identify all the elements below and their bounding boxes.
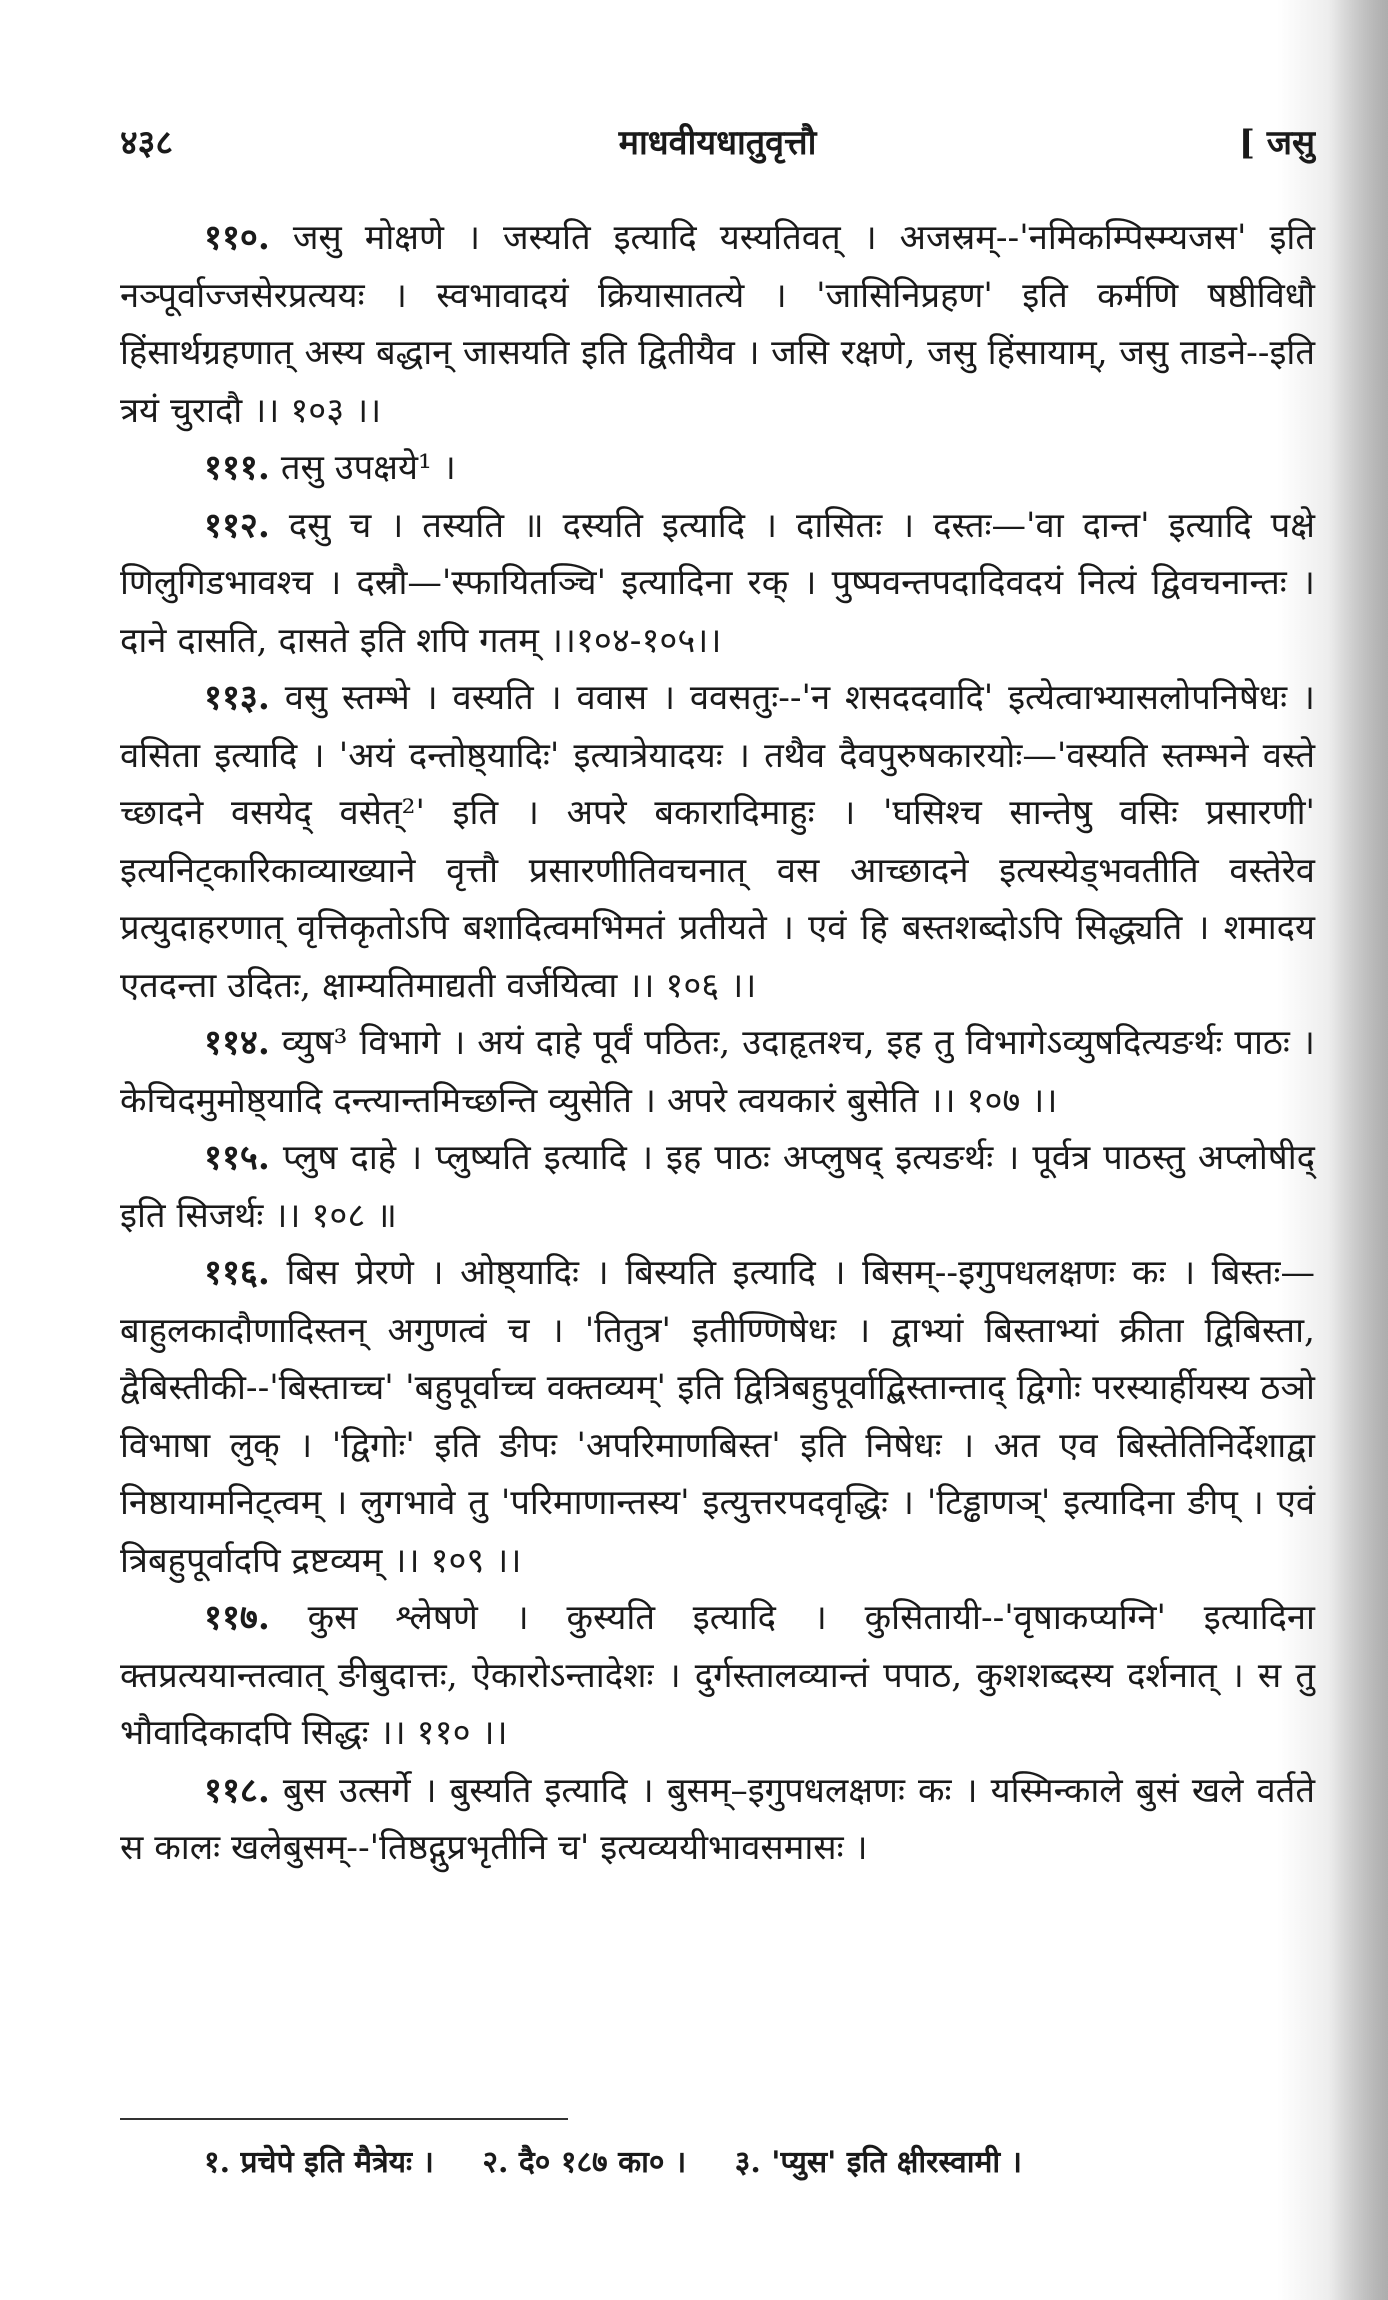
- entry-111: [120, 440, 1315, 498]
- entry-text: दसु च । तस्यति ॥ दस्यति इत्यादि । दासितः । दस्तः—'वा दान्त' इत्यादि पक्षे णिलुगिडभावश्च । दस्रौ—'स्फायितञ्चि' इत्यादिना रक् । पुष्पवन्तपदादिवदयं नित्यं द्विवचनान्तः । दाने दासति, दासते इति शपि गतम् ।।१०४-१०५।।: [120, 505, 1316, 661]
- entry-number: ११५.: [204, 1138, 270, 1178]
- entry-number: ११८.: [204, 1770, 270, 1811]
- body-text: [120, 210, 1315, 1878]
- entry-text: तसु उपक्षये¹ ।: [280, 448, 456, 488]
- entry-110: [120, 210, 1315, 440]
- entry-text: वसु स्तम्भे । वस्यति । ववास । ववसतुः--'न शसददवादि' इत्येत्वाभ्यासलोपनिषेधः । वसिता इत्यादि । 'अयं दन्तोष्ठ्यादिः' इत्यात्रेयादयः । तथैव दैवपुरुषकारयोः—'वस्यति स्तम्भने वस्ते च्छादने वसयेद् वसेत्²' इति । अपरे बकारादिमाहुः । 'घसिश्च सान्तेषु वसिः प्रसारणी' इत्यनिट्कारिकाव्याख्याने वृत्तौ प्रसारणीतिवचनात् वस आच्छादने इत्यस्येड्भवतीति वस्तेरेव प्रत्युदाहरणात् वृत्तिकृतोऽपि बशादित्वमभिमतं प्रतीयते । एवं हि बस्तशब्दोऽपि सिद्ध्यति । शमादय एतदन्ता उदितः, क्षाम्यतिमाद्यती वर्जयित्वा ।। १०६ ।।: [120, 678, 1315, 1006]
- entry-number: ११०.: [204, 218, 270, 258]
- entry-115: [120, 1130, 1315, 1245]
- entry-number: ११३.: [204, 678, 270, 718]
- entry-number: ११२.: [204, 505, 270, 546]
- entry-number: १११.: [204, 448, 270, 488]
- entry-116: [120, 1245, 1315, 1590]
- entry-text: व्युष³ विभागे । अयं दाहे पूर्वं पठितः, उदाहृतश्च, इह तु विभागेऽव्युषदित्यङर्थः पाठः । केचिदमुमोष्ठ्यादि दन्त्यान्तमिच्छन्ति व्युसेति । अपरे त्वयकारं बुसेति ।। १०७ ।।: [120, 1023, 1315, 1121]
- entry-text: बिस प्रेरणे । ओष्ठ्यादिः । बिस्यति इत्यादि । बिसम्--इगुपधलक्षणः कः । बिस्तः—बाहुलकादौणादिस्तन् अगुणत्वं च । 'तितुत्र' इतीण्णिषेधः । द्वाभ्यां बिस्ताभ्यां क्रीता द्विबिस्ता, द्वैबिस्तीकी--'बिस्ताच्च' 'बहुपूर्वाच्च वक्तव्यम्' इति द्वित्रिबहुपूर्वाद्बिस्तान्ताद् द्विगोः परस्यार्हीयस्य ठञो विभाषा लुक् । 'द्विगोः' इति ङीपः 'अपरिमाणबिस्त' इति निषेधः । अत एव बिस्तेतिनिर्देशाद्वा निष्ठायामनिट्त्वम् । लुगभावे तु 'परिमाणान्तस्य' इत्युत्तरपदवृद्धिः । 'टिड्ढाणञ्' इत्यादिना ङीप् । एवं त्रिबहुपूर्वादपि द्रष्टव्यम् ।। १०९ ।।: [120, 1253, 1315, 1581]
- entry-text: कुस श्लेषणे । कुस्यति इत्यादि । कुसितायी--'वृषाकप्यग्नि' इत्यादिना क्तप्रत्ययान्तत्वात् ङीबुदात्तः, ऐकारोऽन्तादेशः । दुर्गस्तालव्यान्तं पपाठ, कुशशब्दस्य दर्शनात् । स तु भौवादिकादपि सिद्धः ।। ११० ।।: [120, 1598, 1315, 1753]
- entry-number: ११६.: [204, 1253, 270, 1293]
- footnote-2: २. दै० १८७ का० ।: [482, 2145, 687, 2180]
- footnote-3: ३. 'प्युस' इति क्षीरस्वामी ।: [734, 2145, 1023, 2180]
- spine-shadow: [1328, 0, 1388, 2300]
- entry-number: ११७.: [204, 1598, 270, 1638]
- page-number: ४३८: [120, 123, 174, 163]
- entry-text: बुस उत्सर्गे । बुस्यति इत्यादि । बुसम्–इगुपधलक्षणः कः । यस्मिन्काले बुसं खले वर्तते स कालः खलेबुसम्--'तिष्ठद्गुप्रभृतीनि च' इत्यव्ययीभावसमासः ।: [120, 1770, 1316, 1868]
- entry-text: प्लुष दाहे । प्लुष्यति इत्यादि । इह पाठः अप्लुषद् इत्यङर्थः । पूर्वत्र पाठस्तु अप्लोषीद् इति सिजर्थः ।। १०८ ॥: [120, 1138, 1316, 1236]
- running-title: माधवीयधातुवृत्तौ: [618, 123, 817, 163]
- entry-text: जसु मोक्षणे । जस्यति इत्यादि यस्यतिवत् । अजस्रम्--'नमिकम्पिस्म्यजस' इति नञ्पूर्वाज्जसेरप्रत्ययः । स्वभावादयं क्रियासातत्ये । 'जासिनिप्रहण' इति कर्मणि षष्ठीविधौ हिंसार्थग्रहणात् अस्य बद्धान् जासयति इति द्वितीयैव । जसि रक्षणे, जसु हिंसायाम्, जसु ताडने--इति त्रयं चुरादौ ।। १०३ ।।: [120, 218, 1315, 431]
- footnotes: [204, 2140, 1314, 2181]
- footnote-divider: [120, 2118, 568, 2120]
- entry-114: [120, 1015, 1315, 1130]
- page-header: [120, 118, 1315, 178]
- section-marker: [ जसु: [1238, 123, 1315, 163]
- entry-117: [120, 1590, 1315, 1763]
- entry-113: [120, 670, 1315, 1015]
- footnote-1: १. प्रचेपे इति मैत्रेयः ।: [204, 2145, 434, 2180]
- entry-112: [120, 498, 1315, 671]
- entry-118: [120, 1763, 1315, 1878]
- entry-number: ११४.: [204, 1023, 270, 1063]
